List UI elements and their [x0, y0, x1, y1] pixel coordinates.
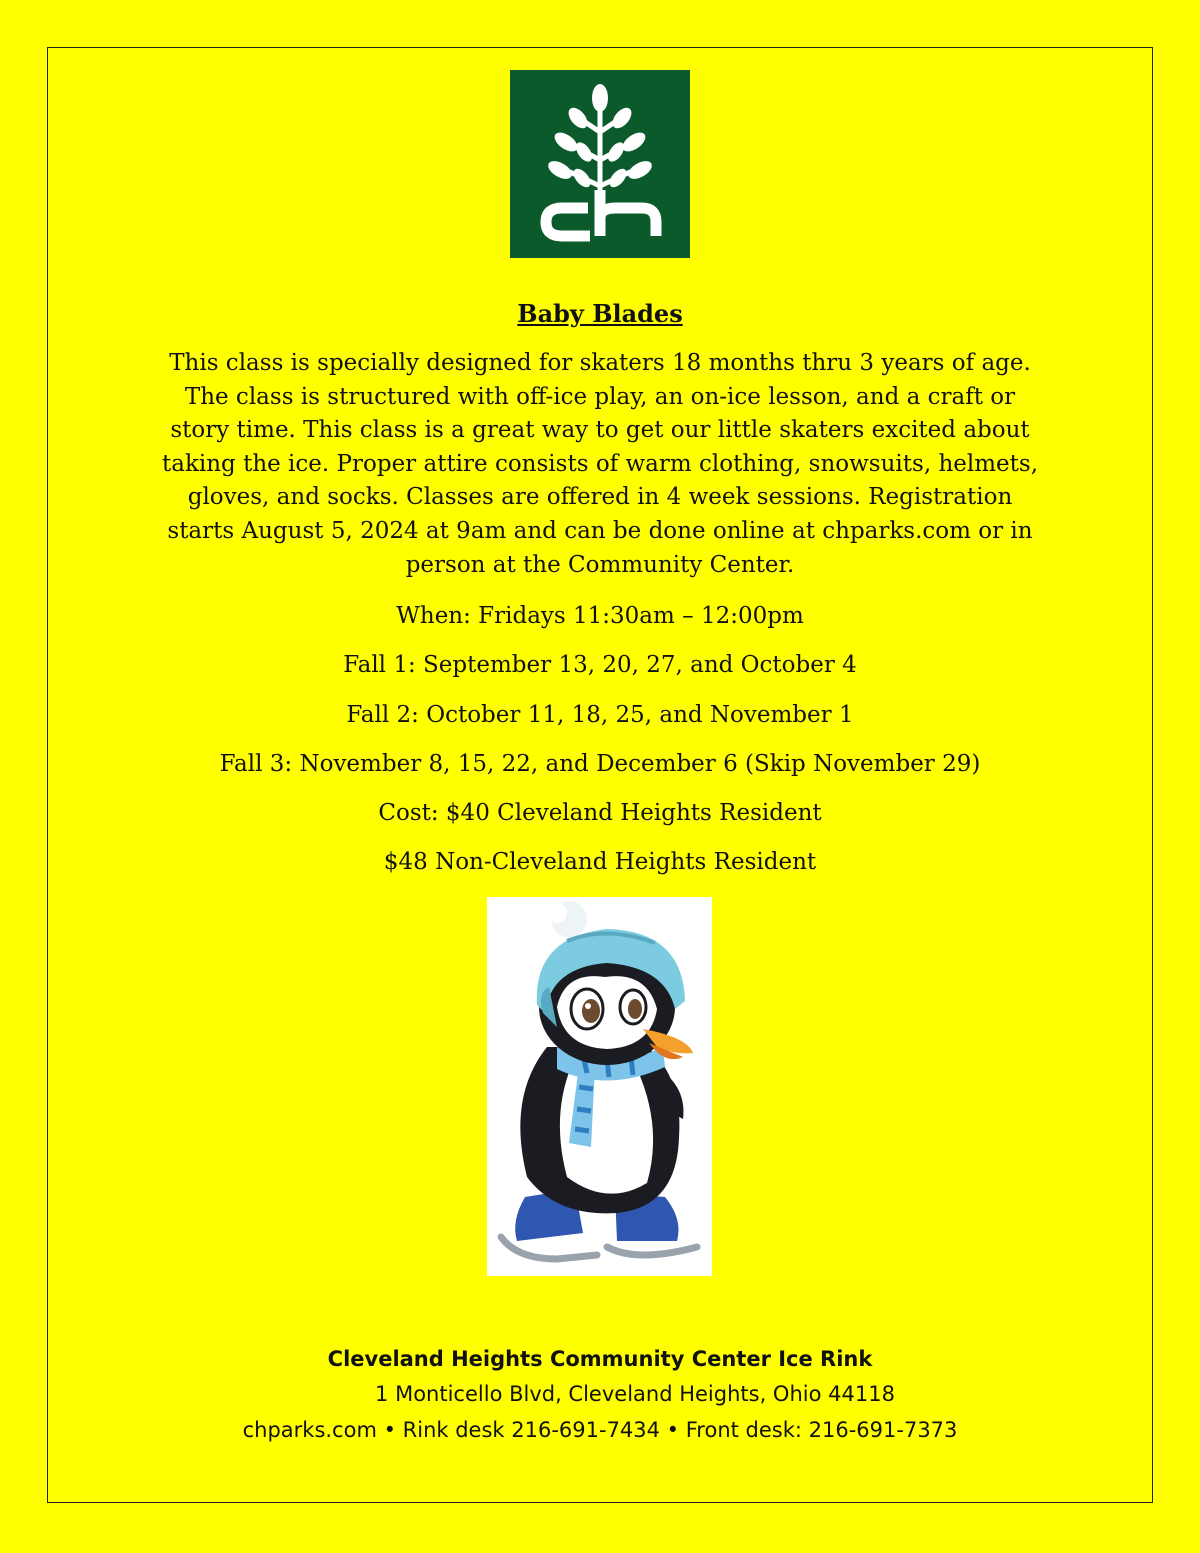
- schedule-fall-1: Fall 1: September 13, 20, 27, and October 4: [343, 652, 857, 678]
- description-line: gloves, and socks. Classes are offered in 4 week sessions. Registration: [187, 484, 1013, 511]
- description-line: taking the ice. Proper attire consists of warm clothing, snowsuits, helmets,: [161, 450, 1039, 477]
- description-line: starts August 5, 2024 at 9am and can be done online at chparks.com or in: [167, 517, 1033, 544]
- schedule-when: When: Fridays 11:30am – 12:00pm: [396, 603, 804, 629]
- description-line: person at the Community Center.: [405, 551, 795, 578]
- contact-info: chparks.com • Rink desk 216-691-7434 • Front desk: 216-691-7373: [242, 1418, 958, 1442]
- venue-address: 1 Monticello Blvd, Cleveland Heights, Ohio 44118: [375, 1382, 895, 1406]
- class-description: [140, 347, 1060, 582]
- page-title: Baby Blades: [517, 299, 683, 328]
- description-line: This class is specially designed for skaters 18 months thru 3 years of age.: [169, 350, 1031, 376]
- description-line: The class is structured with off-ice play, an on-ice lesson, and a craft or: [184, 383, 1016, 410]
- cost-nonresident: $48 Non-Cleveland Heights Resident: [383, 849, 817, 875]
- description-line: story time. This class is a great way to get our little skaters excited about: [170, 417, 1030, 444]
- schedule-fall-3: Fall 3: November 8, 15, 22, and December 6 (Skip November 29): [219, 751, 981, 777]
- schedule-fall-2: Fall 2: October 11, 18, 25, and November 1: [346, 702, 854, 728]
- venue-name: Cleveland Heights Community Center Ice Rink: [327, 1347, 873, 1371]
- chparks-tree-logo-icon: [510, 70, 690, 258]
- cost-resident: Cost: $40 Cleveland Heights Resident: [378, 800, 822, 826]
- skating-penguin-icon: [487, 897, 712, 1276]
